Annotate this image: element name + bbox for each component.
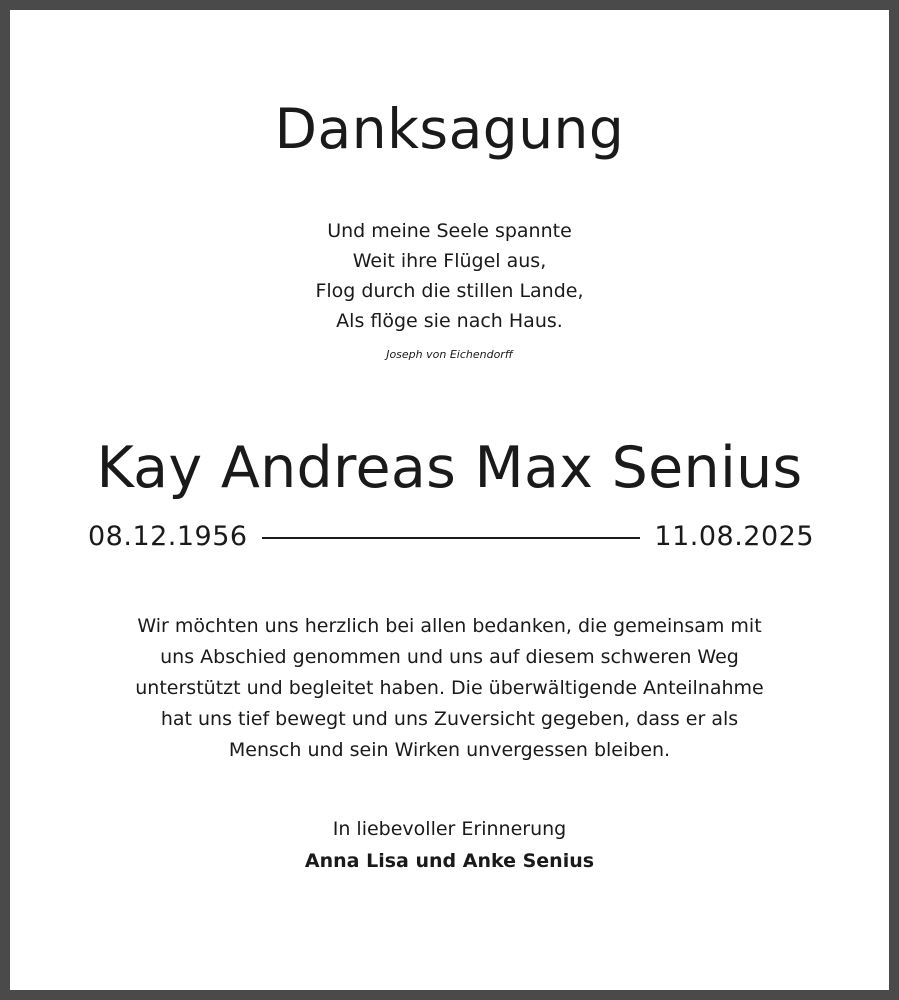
message-line: Mensch und sein Wirken unvergessen bleiben. xyxy=(228,739,671,761)
poem-author: Joseph von Eichendorff xyxy=(386,348,513,361)
thank-you-message xyxy=(10,611,889,766)
poem-line: Und meine Seele spannte xyxy=(327,220,572,242)
death-date: 11.08.2025 xyxy=(654,521,814,552)
life-dates xyxy=(88,517,814,557)
message-line: uns Abschied genommen und uns auf diesem schweren Weg xyxy=(160,646,739,668)
poem-line: Weit ihre Flügel aus, xyxy=(352,250,547,272)
deceased-name: Kay Andreas Max Senius xyxy=(96,435,803,501)
page-title: Danksagung xyxy=(274,97,625,161)
message-line: Wir möchten uns herzlich bei allen bedanken, die gemeinsam mit xyxy=(137,615,762,637)
poem-line: Flog durch die stillen Lande, xyxy=(315,280,584,302)
signers: Anna Lisa und Anke Senius xyxy=(304,850,595,872)
poem xyxy=(10,216,889,336)
birth-date: 08.12.1956 xyxy=(88,521,248,552)
poem-line: Als flöge sie nach Haus. xyxy=(336,310,563,332)
message-line: unterstützt und begleitet haben. Die überwältigende Anteilnahme xyxy=(135,677,764,699)
obituary-notice xyxy=(10,10,889,990)
date-divider xyxy=(262,537,641,539)
closing-phrase: In liebevoller Erinnerung xyxy=(332,818,567,840)
message-line: hat uns tief bewegt und uns Zuversicht gegeben, dass er als xyxy=(160,708,739,730)
